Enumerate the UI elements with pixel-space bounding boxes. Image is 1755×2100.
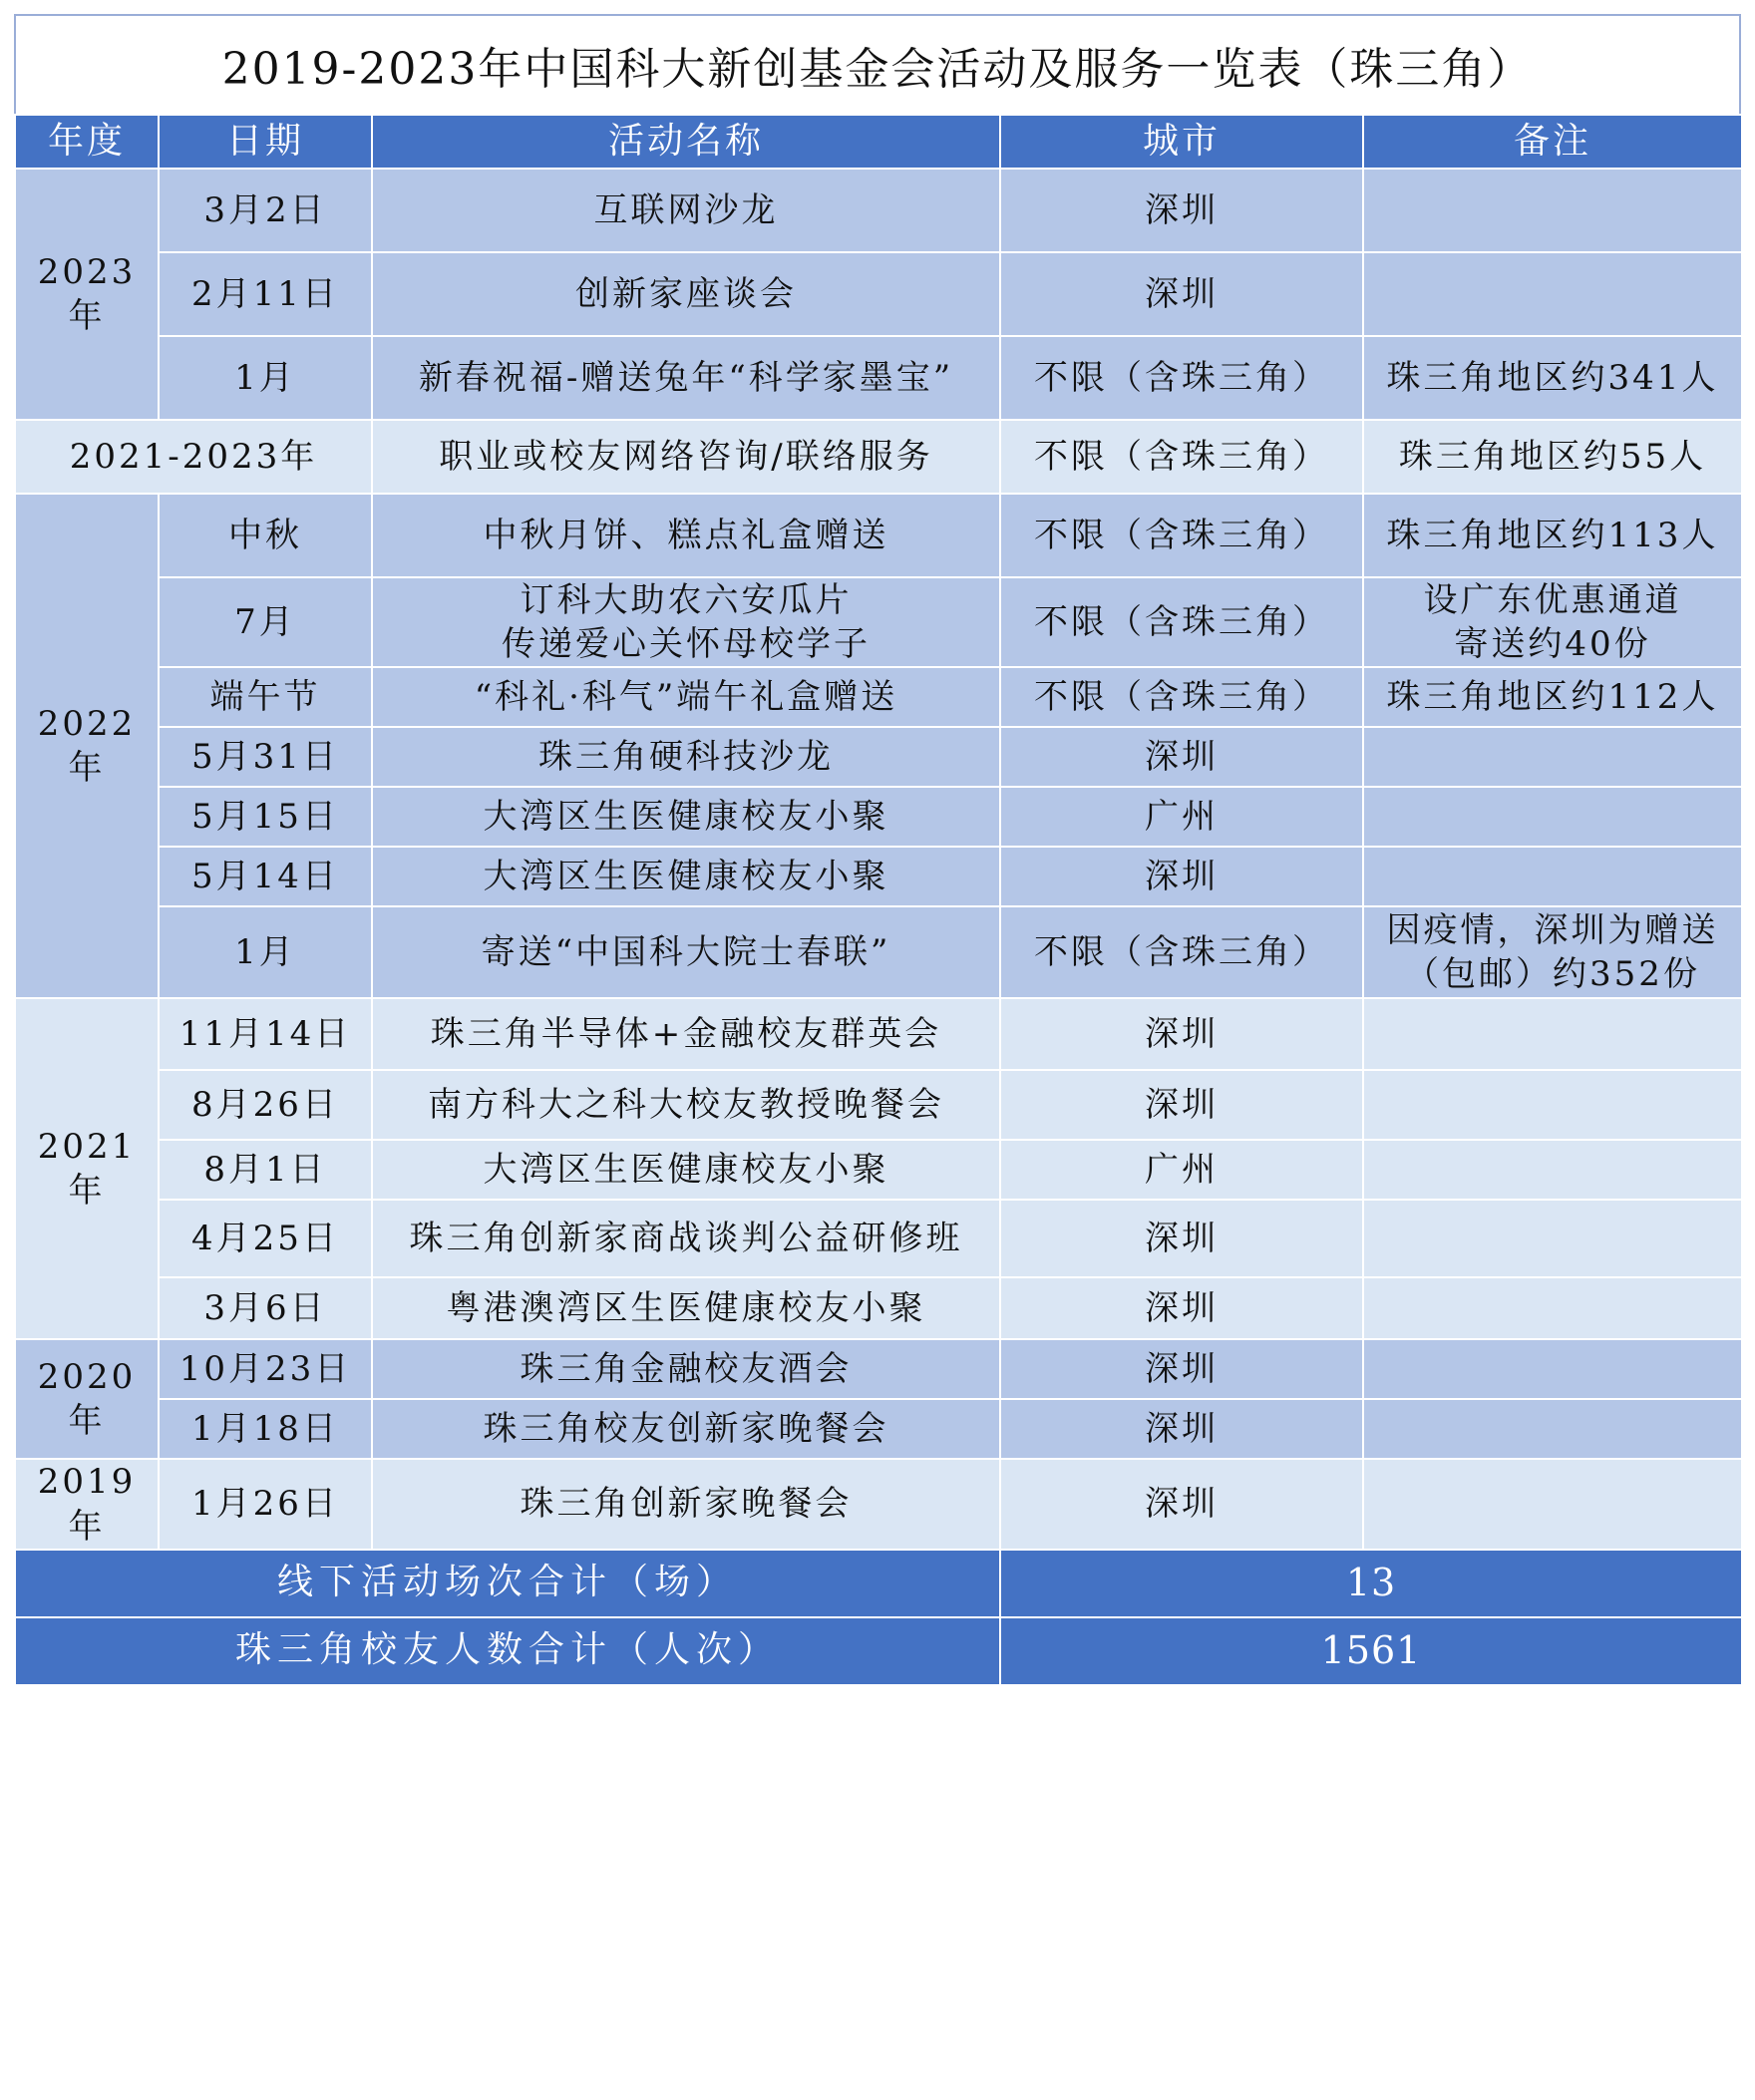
table-row <box>15 577 1742 667</box>
city-cell: 广州 <box>1000 1140 1363 1200</box>
header-year: 年度 <box>15 115 159 169</box>
city-cell: 深圳 <box>1000 727 1363 787</box>
city-cell: 不限（含珠三角） <box>1000 336 1363 420</box>
date-cell: 5月14日 <box>159 847 372 906</box>
summary-value: 1561 <box>1000 1617 1742 1685</box>
table-row <box>15 787 1742 847</box>
note-cell <box>1363 1200 1742 1277</box>
table-row <box>15 1200 1742 1277</box>
year-cell: 2020年 <box>15 1339 159 1459</box>
table-row <box>15 998 1742 1070</box>
city-cell: 广州 <box>1000 787 1363 847</box>
note-cell: 珠三角地区约112人 <box>1363 667 1742 727</box>
table-row <box>15 420 1742 494</box>
cell-line: 订科大助农六安瓜片 <box>520 580 853 620</box>
city-cell: 深圳 <box>1000 1459 1363 1549</box>
table-row <box>15 1070 1742 1140</box>
table-row <box>15 252 1742 336</box>
cell-line: 设广东优惠通道 <box>1423 580 1682 620</box>
header-note: 备注 <box>1363 115 1742 169</box>
activity-cell: 珠三角半导体+金融校友群英会 <box>372 998 1000 1070</box>
note-cell <box>1363 169 1742 252</box>
note-cell <box>1363 1070 1742 1140</box>
table-body <box>15 169 1742 1685</box>
city-cell: 深圳 <box>1000 1399 1363 1459</box>
activity-table <box>14 114 1743 1686</box>
table-row <box>15 906 1742 998</box>
date-cell: 5月15日 <box>159 787 372 847</box>
header-city: 城市 <box>1000 115 1363 169</box>
summary-row <box>15 1550 1742 1617</box>
activity-cell: 珠三角金融校友酒会 <box>372 1339 1000 1399</box>
activity-cell: 珠三角校友创新家晚餐会 <box>372 1399 1000 1459</box>
city-cell: 不限（含珠三角） <box>1000 906 1363 998</box>
city-cell: 深圳 <box>1000 1277 1363 1339</box>
city-cell: 深圳 <box>1000 1070 1363 1140</box>
note-cell <box>1363 252 1742 336</box>
activity-cell: 中秋月饼、糕点礼盒赠送 <box>372 494 1000 577</box>
activity-cell: 珠三角硬科技沙龙 <box>372 727 1000 787</box>
date-cell: 3月2日 <box>159 169 372 252</box>
activity-cell: 创新家座谈会 <box>372 252 1000 336</box>
date-cell: 7月 <box>159 577 372 667</box>
cell-line: （包邮）约352份 <box>1405 954 1700 995</box>
note-cell <box>1363 787 1742 847</box>
table-row <box>15 494 1742 577</box>
note-cell <box>1363 1459 1742 1549</box>
table-row <box>15 1140 1742 1200</box>
date-cell: 1月26日 <box>159 1459 372 1549</box>
table-row <box>15 1339 1742 1399</box>
year-span-cell: 2021-2023年 <box>15 420 372 494</box>
table-title: 2019-2023年中国科大新创基金会活动及服务一览表（珠三角） <box>14 14 1741 114</box>
note-cell <box>1363 727 1742 787</box>
table-row <box>15 1459 1742 1549</box>
city-cell: 深圳 <box>1000 1200 1363 1277</box>
date-cell: 8月26日 <box>159 1070 372 1140</box>
table-row <box>15 336 1742 420</box>
table-row <box>15 727 1742 787</box>
header-row <box>15 115 1742 169</box>
header-activity: 活动名称 <box>372 115 1000 169</box>
activity-cell: 大湾区生医健康校友小聚 <box>372 1140 1000 1200</box>
date-cell: 5月31日 <box>159 727 372 787</box>
date-cell: 4月25日 <box>159 1200 372 1277</box>
year-cell: 2022年 <box>15 494 159 998</box>
city-cell: 深圳 <box>1000 847 1363 906</box>
note-cell <box>1363 1339 1742 1399</box>
activity-cell: 粤港澳湾区生医健康校友小聚 <box>372 1277 1000 1339</box>
cell-line: 寄送约40份 <box>1454 624 1651 665</box>
activity-cell <box>372 577 1000 667</box>
city-cell: 深圳 <box>1000 252 1363 336</box>
note-cell <box>1363 1140 1742 1200</box>
note-cell: 珠三角地区约341人 <box>1363 336 1742 420</box>
table-row <box>15 667 1742 727</box>
activity-cell: 互联网沙龙 <box>372 169 1000 252</box>
header-date: 日期 <box>159 115 372 169</box>
city-cell: 深圳 <box>1000 169 1363 252</box>
note-cell <box>1363 847 1742 906</box>
summary-label: 线下活动场次合计（场） <box>15 1550 1000 1617</box>
table-row <box>15 169 1742 252</box>
activity-cell: 珠三角创新家晚餐会 <box>372 1459 1000 1549</box>
cell-line: 因疫情，深圳为赠送 <box>1386 910 1719 951</box>
city-cell: 不限（含珠三角） <box>1000 420 1363 494</box>
year-cell: 2023年 <box>15 169 159 420</box>
date-cell: 中秋 <box>159 494 372 577</box>
note-cell <box>1363 1399 1742 1459</box>
activity-cell: 大湾区生医健康校友小聚 <box>372 787 1000 847</box>
city-cell: 不限（含珠三角） <box>1000 494 1363 577</box>
note-cell: 珠三角地区约55人 <box>1363 420 1742 494</box>
summary-value: 13 <box>1000 1550 1742 1617</box>
date-cell: 2月11日 <box>159 252 372 336</box>
year-cell: 2019年 <box>15 1459 159 1549</box>
cell-line: 传递爱心关怀母校学子 <box>502 624 871 665</box>
activity-cell: 珠三角创新家商战谈判公益研修班 <box>372 1200 1000 1277</box>
date-cell: 3月6日 <box>159 1277 372 1339</box>
note-cell <box>1363 998 1742 1070</box>
table-row <box>15 1399 1742 1459</box>
city-cell: 不限（含珠三角） <box>1000 667 1363 727</box>
summary-row <box>15 1617 1742 1685</box>
city-cell: 深圳 <box>1000 1339 1363 1399</box>
date-cell: 8月1日 <box>159 1140 372 1200</box>
activity-cell: 新春祝福-赠送兔年“科学家墨宝” <box>372 336 1000 420</box>
activity-table-sheet <box>14 14 1741 1686</box>
summary-label: 珠三角校友人数合计（人次） <box>15 1617 1000 1685</box>
note-cell <box>1363 906 1742 998</box>
date-cell: 1月18日 <box>159 1399 372 1459</box>
date-cell: 1月 <box>159 906 372 998</box>
activity-cell: 寄送“中国科大院士春联” <box>372 906 1000 998</box>
table-row <box>15 847 1742 906</box>
note-cell: 珠三角地区约113人 <box>1363 494 1742 577</box>
date-cell: 10月23日 <box>159 1339 372 1399</box>
activity-cell: 职业或校友网络咨询/联络服务 <box>372 420 1000 494</box>
date-cell: 端午节 <box>159 667 372 727</box>
activity-cell: “科礼·科气”端午礼盒赠送 <box>372 667 1000 727</box>
table-row <box>15 1277 1742 1339</box>
date-cell: 1月 <box>159 336 372 420</box>
note-cell <box>1363 1277 1742 1339</box>
activity-cell: 南方科大之科大校友教授晚餐会 <box>372 1070 1000 1140</box>
city-cell: 深圳 <box>1000 998 1363 1070</box>
city-cell: 不限（含珠三角） <box>1000 577 1363 667</box>
date-cell: 11月14日 <box>159 998 372 1070</box>
note-cell <box>1363 577 1742 667</box>
year-cell: 2021年 <box>15 998 159 1339</box>
activity-cell: 大湾区生医健康校友小聚 <box>372 847 1000 906</box>
